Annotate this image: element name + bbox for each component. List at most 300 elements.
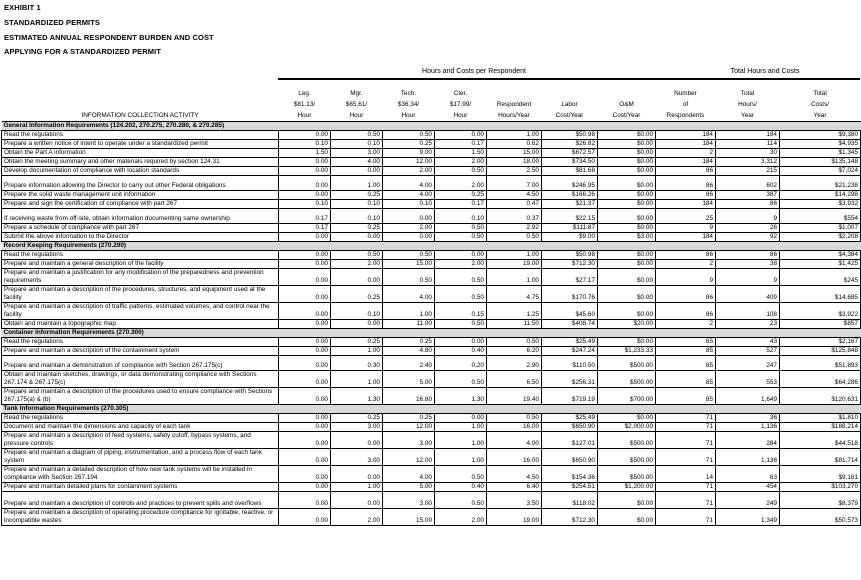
value-cell: 1.30 [435,388,487,405]
value-cell: $408.74 [542,320,598,329]
value-cell: 454 [716,483,780,492]
table-row [2,388,861,405]
value-cell: $9,380 [780,131,861,140]
value-cell: 0.50 [487,233,542,242]
column-header: Cler. $17.99/ Hour [435,84,487,122]
value-cell: $2,208 [780,233,861,242]
value-cell: $245 [780,269,861,286]
activity-cell: Prepare and maintain a description of the containment system [2,347,279,356]
value-cell: 5.00 [383,483,435,492]
doc-subtitle-2: APPLYING FOR A STANDARDIZED PERMIT [4,47,162,56]
value-cell: 12.00 [383,423,435,432]
value-cell: $3.00 [598,233,656,242]
value-cell: 0.00 [279,286,331,303]
activity-cell: Prepare and maintain a diagram of piping, instrumentation, and a process flow of each tank system [2,449,279,466]
value-cell: 0.00 [279,320,331,329]
value-cell: $135,148 [780,158,861,167]
value-cell: 409 [716,286,780,303]
value-cell: 553 [716,371,780,388]
table-row [2,286,861,303]
value-cell: $3,922 [780,303,861,320]
value-cell: 0.50 [383,251,435,260]
value-cell: 18.00 [487,158,542,167]
value-cell: $44,518 [780,432,861,449]
value-cell: 0.00 [331,492,383,509]
value-cell: 0.50 [435,466,487,483]
value-cell: 0.00 [435,131,487,140]
value-cell: $25.49 [542,338,598,347]
value-cell: 1.00 [331,182,383,191]
doc-title: STANDARDIZED PERMITS [4,18,101,27]
value-cell: 6.50 [487,371,542,388]
value-cell: 0.00 [279,509,331,526]
table-row [2,347,861,356]
activity-cell: Obtain the meeting summary and other materials required by section 124.31 [2,158,279,167]
value-cell: 1.00 [435,423,487,432]
value-cell: $81,714 [780,449,861,466]
value-cell: 0.15 [435,303,487,320]
value-cell: 0.00 [383,233,435,242]
value-cell: 4.00 [383,286,435,303]
value-cell: $26.82 [542,140,598,149]
value-cell: 2.50 [487,167,542,176]
value-cell: 25 [656,215,716,224]
activity-cell: If receiving waste from off-site, obtain information documenting same ownership [2,215,279,224]
value-cell: 1,136 [716,449,780,466]
value-cell: 0.00 [279,347,331,356]
value-cell: $125,848 [780,347,861,356]
activity-cell: Prepare a written notice of intent to operate under a standardized permit [2,140,279,149]
value-cell: 85 [656,347,716,356]
value-cell: 0.25 [383,414,435,423]
value-cell: $111.87 [542,224,598,233]
value-cell: $22.15 [542,215,598,224]
section-title: Tank Information Requirements (270.305) [2,405,861,414]
value-cell: 1.00 [383,303,435,320]
value-cell: 0.50 [435,286,487,303]
value-cell: 0.50 [487,338,542,347]
value-cell: 184 [656,131,716,140]
value-cell: $0.00 [598,303,656,320]
value-cell: $719.19 [542,388,598,405]
value-cell: 1.25 [487,303,542,320]
value-cell: $21.37 [542,200,598,209]
value-cell: 0.25 [331,286,383,303]
value-cell: 12.00 [383,449,435,466]
activity-cell: Prepare and maintain a description of controls and practices to prevent spills and overflows [2,492,279,509]
value-cell: 4.00 [383,182,435,191]
value-cell: 0.00 [435,251,487,260]
table-row [2,269,861,286]
value-cell: 0.00 [279,483,331,492]
value-cell: 16.00 [487,423,542,432]
activity-cell: Prepare and maintain a description of traffic patterns, estimated volumes, and control near the facility [2,303,279,320]
value-cell: $51,893 [780,362,861,371]
table-row [2,200,861,209]
activity-cell: Prepare and maintain a description of the procedures, structures, and equipment used at the facility [2,286,279,303]
activity-cell: Read the regulations [2,414,279,423]
value-cell: 0.00 [435,338,487,347]
activity-cell: Prepare a schedule of compliance with part 267 [2,224,279,233]
value-cell: 0.40 [435,347,487,356]
value-cell: 0.00 [331,233,383,242]
table-row [2,423,861,432]
value-cell: $25.49 [542,414,598,423]
exhibit-label: EXHIBIT 1 [4,3,41,12]
value-cell: 0.62 [487,140,542,149]
value-cell: 85 [656,371,716,388]
value-cell: 0.00 [279,492,331,509]
value-cell: 0.00 [279,414,331,423]
value-cell: 38 [716,260,780,269]
activity-cell: Read the regulations [2,251,279,260]
value-cell: 11.00 [383,320,435,329]
value-cell: 284 [716,432,780,449]
value-cell: 2.40 [383,362,435,371]
value-cell: $1,345 [780,149,861,158]
value-cell: 0.25 [331,224,383,233]
group-header-totals: Total Hours and Costs [670,68,860,80]
value-cell: 3.00 [383,432,435,449]
value-cell: 0.25 [383,140,435,149]
value-cell: 4.50 [487,466,542,483]
value-cell: 0.25 [383,338,435,347]
column-header-row [2,84,861,122]
value-cell: $170.76 [542,286,598,303]
value-cell: 0.10 [331,303,383,320]
value-cell: 3.00 [331,449,383,466]
value-cell: 9 [716,269,780,286]
activity-cell: Obtain the Part A information [2,149,279,158]
activity-cell: Prepare and maintain a description of operating procedure compliance for ignitable, reactive, or incompatible wastes [2,509,279,526]
value-cell: 0.25 [331,338,383,347]
value-cell: 1.00 [487,131,542,140]
value-cell: $45.60 [542,303,598,320]
section-header-row [2,329,861,338]
value-cell: $0.00 [598,414,656,423]
value-cell: $500.00 [598,371,656,388]
value-cell: 2.00 [435,158,487,167]
value-cell: $0.00 [598,269,656,286]
value-cell: 0.00 [383,215,435,224]
value-cell: $500.00 [598,449,656,466]
value-cell: $857 [780,320,861,329]
value-cell: 7.00 [487,182,542,191]
value-cell: 1.00 [435,432,487,449]
value-cell: 4.00 [331,158,383,167]
value-cell: 0.37 [487,215,542,224]
value-cell: 1,349 [716,509,780,526]
value-cell: 86 [656,303,716,320]
value-cell: $1,007 [780,224,861,233]
activity-cell: Read the regulations [2,338,279,347]
value-cell: 0.10 [331,140,383,149]
value-cell: $500.00 [598,432,656,449]
value-cell: $712.30 [542,260,598,269]
table-row [2,303,861,320]
value-cell: 86 [656,251,716,260]
value-cell: $20.00 [598,320,656,329]
activity-cell: Document and maintain the dimensions and capacity of each tank [2,423,279,432]
activity-cell: Prepare and maintain detailed plans for containment systems [2,483,279,492]
value-cell: 2.00 [435,260,487,269]
value-cell: 0.00 [331,269,383,286]
section-title: Container Information Requirements (270.300) [2,329,861,338]
value-cell: 1.00 [487,269,542,286]
value-cell: 4.80 [383,347,435,356]
burden-table [1,84,861,526]
value-cell: $0.00 [598,338,656,347]
value-cell: 215 [716,167,780,176]
activity-cell: Prepare the solid waste management unit information [2,191,279,200]
activity-cell: Obtain and maintain a topographic map [2,320,279,329]
value-cell: $254.51 [542,483,598,492]
table-row [2,251,861,260]
table-row [2,224,861,233]
value-cell: 0.17 [279,215,331,224]
section-title: Record Keeping Requirements (270.290) [2,242,861,251]
value-cell: 2.00 [435,509,487,526]
value-cell: 9.00 [383,149,435,158]
value-cell: $3,932 [780,200,861,209]
value-cell: 108 [716,303,780,320]
table-row [2,483,861,492]
value-cell: $0.00 [598,167,656,176]
activity-cell: Obtain and maintain sketches, drawings, or data demonstrating compliance with Sections 267.174 & 267.175(c) [2,371,279,388]
value-cell: 2.90 [487,362,542,371]
table-row [2,191,861,200]
value-cell: 249 [716,492,780,509]
table-row [2,260,861,269]
value-cell: $127.01 [542,432,598,449]
value-cell: 0.00 [279,303,331,320]
section-title: General Information Requirements (124.202, 270.275, 270.280, & 270.285) [2,122,861,131]
value-cell: 0.30 [331,362,383,371]
table-row [2,362,861,371]
value-cell: 0.00 [279,191,331,200]
value-cell: 0.10 [435,215,487,224]
value-cell: 1.50 [279,149,331,158]
value-cell: 19.00 [487,509,542,526]
column-header: O&M Cost/Year [598,84,656,122]
value-cell: $554 [780,215,861,224]
value-cell: $7,024 [780,167,861,176]
column-header: Total Hours/ Year [716,84,780,122]
column-header: Number of Respondents [656,84,716,122]
activity-cell: Prepare and maintain a justification for any modification of the preparedness and prevention requirements [2,269,279,286]
value-cell: $0.00 [598,509,656,526]
value-cell: 0.40 [435,483,487,492]
value-cell: $81.68 [542,167,598,176]
value-cell: 14 [656,466,716,483]
value-cell: 9 [656,224,716,233]
activity-cell: Prepare and maintain a description of the procedures used to ensure compliance with Sections 267.175(a) & (b) [2,388,279,405]
value-cell: $118.02 [542,492,598,509]
value-cell: 0.25 [331,191,383,200]
value-cell: $1,233.33 [598,347,656,356]
value-cell: 3.50 [487,492,542,509]
activity-cell: Prepare and maintain a general description of the facility [2,260,279,269]
value-cell: 0.47 [487,200,542,209]
value-cell: 0.50 [435,224,487,233]
value-cell: 0.00 [331,466,383,483]
value-cell: 0.00 [279,388,331,405]
value-cell: 0.17 [435,140,487,149]
value-cell: 2.00 [383,167,435,176]
value-cell: 0.00 [279,158,331,167]
value-cell: 5.00 [383,371,435,388]
value-cell: 2 [656,320,716,329]
value-cell: 0.50 [435,320,487,329]
value-cell: $247.24 [542,347,598,356]
value-cell: 86 [656,182,716,191]
value-cell: $0.00 [598,149,656,158]
value-cell: 2.00 [331,509,383,526]
group-header-hours-costs: Hours and Costs per Respondent [278,68,670,80]
value-cell: 0.10 [383,200,435,209]
value-cell: 0.00 [279,362,331,371]
value-cell: $500.00 [598,362,656,371]
value-cell: 0.50 [331,251,383,260]
value-cell: $0.00 [598,131,656,140]
value-cell: 0.00 [279,260,331,269]
value-cell: $50,573 [780,509,861,526]
value-cell: $154.36 [542,466,598,483]
section-header-row [2,122,861,131]
column-header: Respondent Hours/Year [487,84,542,122]
value-cell: $2,167 [780,338,861,347]
value-cell: $21,238 [780,182,861,191]
section-header-row [2,242,861,251]
value-cell: 0.50 [487,414,542,423]
value-cell: 71 [656,432,716,449]
value-cell: 0.00 [279,432,331,449]
value-cell: 23 [716,320,780,329]
value-cell: $4,935 [780,140,861,149]
value-cell: 0.50 [435,269,487,286]
value-cell: 85 [656,338,716,347]
value-cell: 0.00 [279,251,331,260]
value-cell: 0.00 [279,269,331,286]
value-cell: 4.50 [487,191,542,200]
value-cell: 26 [716,224,780,233]
value-cell: 0.00 [279,423,331,432]
value-cell: 0.17 [279,224,331,233]
value-cell: $4,384 [780,251,861,260]
value-cell: 0.00 [279,466,331,483]
value-cell: 247 [716,362,780,371]
value-cell: 19.40 [487,388,542,405]
value-cell: 2.92 [487,224,542,233]
value-cell: 3,312 [716,158,780,167]
value-cell: 1.00 [331,483,383,492]
value-cell: 71 [656,414,716,423]
value-cell: 0.50 [383,131,435,140]
value-cell: 15.00 [383,260,435,269]
value-cell: 71 [656,449,716,466]
value-cell: $9,161 [780,466,861,483]
value-cell: 0.50 [435,233,487,242]
value-cell: 0.17 [435,200,487,209]
value-cell: 184 [656,200,716,209]
value-cell: 0.25 [331,414,383,423]
value-cell: $103,270 [780,483,861,492]
activity-cell: Prepare information allowing the Director to carry out other Federal obligations [2,182,279,191]
activity-cell: Prepare and maintain a description of feed systems, safety cutoff, bypass systems, and pressure controls [2,432,279,449]
value-cell: $64,286 [780,371,861,388]
value-cell: 0.00 [279,371,331,388]
value-cell: 0.20 [435,362,487,371]
table-row [2,509,861,526]
value-cell: 2.00 [435,182,487,191]
value-cell: 6.40 [487,483,542,492]
value-cell: 71 [656,483,716,492]
value-cell: 527 [716,347,780,356]
value-cell: $0.00 [598,286,656,303]
value-cell: 3.00 [331,149,383,158]
value-cell: 19.00 [487,260,542,269]
value-cell: $0.00 [598,200,656,209]
value-cell: $166.26 [542,191,598,200]
column-header: Mgr. $65.61/ Hour [331,84,383,122]
value-cell: $734.50 [542,158,598,167]
table-row [2,371,861,388]
value-cell: 1.00 [487,251,542,260]
value-cell: 2 [656,149,716,158]
value-cell: 4.75 [487,286,542,303]
table-row [2,466,861,483]
column-header: Leg. $81.13/ Hour [279,84,331,122]
value-cell: 12.00 [383,158,435,167]
table-row [2,215,861,224]
value-cell: 1.00 [331,371,383,388]
value-cell: 86 [656,167,716,176]
doc-subtitle: ESTIMATED ANNUAL RESPONDENT BURDEN AND COST [4,33,214,42]
value-cell: 0.10 [331,200,383,209]
value-cell: 4.00 [487,432,542,449]
value-cell: 71 [656,492,716,509]
value-cell: $700.00 [598,388,656,405]
value-cell: 184 [656,140,716,149]
value-cell: 16.80 [383,388,435,405]
value-cell: $1,810 [780,414,861,423]
value-cell: 1.00 [331,347,383,356]
value-cell: 0.00 [435,414,487,423]
value-cell: 0.00 [331,320,383,329]
value-cell: $1,425 [780,260,861,269]
value-cell: 71 [656,509,716,526]
value-cell: 0.10 [331,215,383,224]
value-cell: $0.00 [598,224,656,233]
value-cell: $712.30 [542,509,598,526]
value-cell: 0.00 [279,449,331,466]
value-cell: 71 [656,423,716,432]
value-cell: 86 [716,200,780,209]
value-cell: 0.50 [383,269,435,286]
value-cell: 0.25 [435,191,487,200]
value-cell: $14,298 [780,191,861,200]
table-row [2,320,861,329]
value-cell: 387 [716,191,780,200]
value-cell: $256.31 [542,371,598,388]
value-cell: $0.00 [598,158,656,167]
value-cell: 1.50 [435,149,487,158]
value-cell: 1.30 [331,388,383,405]
value-cell: 2 [656,260,716,269]
value-cell: 1,649 [716,388,780,405]
value-cell: $650.90 [542,449,598,466]
column-header-activity: INFORMATION COLLECTION ACTIVITY [2,84,279,122]
